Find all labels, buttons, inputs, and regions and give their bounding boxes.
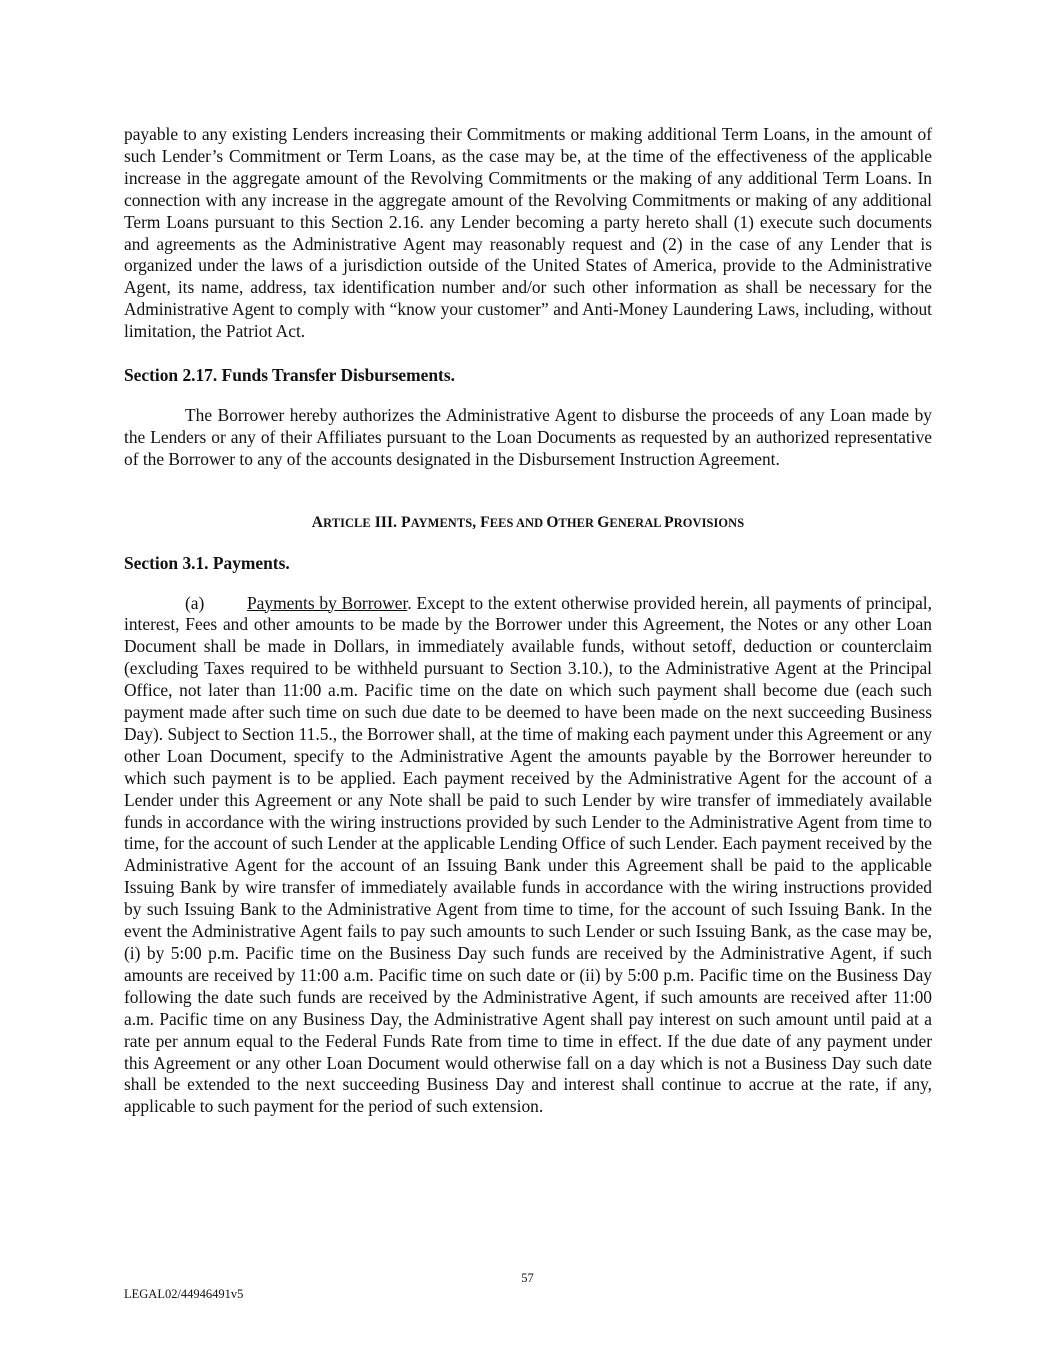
- intro-paragraph: payable to any existing Lenders increasing their Commitments or making additional Term Loans, in the amount of such Lender’s Commitment or Term Loans, as the case may be, at the time of the effectiveness of the applicable increase in the aggregate amount of the Revolving Commitments or the making of any additional Term Loans. In connection with any increase in the aggregate amount of the Revolving Commitments or making of any additional Term Loans pursuant to this Section 2.16. any Lender becoming a party hereto shall (1) execute such documents and agreements as the Administrative Agent may reasonably request and (2) in the case of any Lender that is organized under the laws of a jurisdiction outside of the United States of America, provide to the Administrative Agent, its name, address, tax identification number and/or such other information as shall be necessary for the Administrative Agent to comply with “know your customer” and Anti-Money Laundering Laws, including, without limitation, the Patriot Act.: [124, 124, 932, 342]
- item-text: . Except to the extent otherwise provided herein, all payments of principal, interest, Fees and other amounts to be made by the Borrower under this Agreement, the Notes or any other Loan Document shall be made in Dollars, in immediately available funds, without setoff, deduction or counterclaim (excluding Taxes required to be withheld pursuant to Section 3.10.), to the Administrative Agent at the Principal Office, not later than 11:00 a.m. Pacific time on the date on which such payment shall become due (each such payment made after such time on such due date to be deemed to have been made on the next succeeding Business Day). Subject to Section 11.5., the Borrower shall, at the time of making each payment under this Agreement or any other Loan Document, specify to the Administrative Agent the amounts payable by the Borrower hereunder to which such payment is to be applied. Each payment received by the Administrative Agent for the account of a Lender under this Agreement or any Note shall be paid to such Lender by wire transfer of immediately available funds in accordance with the wiring instructions provided by such Lender to the Administrative Agent from time to time, for the account of such Lender at the applicable Lending Office of such Lender. Each payment received by the Administrative Agent for the account of an Issuing Bank under this Agreement shall be paid to the applicable Issuing Bank by wire transfer of immediately available funds in accordance with the wiring instructions provided by such Issuing Bank to the Administrative Agent from time to time, for the account of such Issuing Bank. In the event the Administrative Agent fails to pay such amounts to such Lender or such Issuing Bank, as the case may be, (i) by 5:00 p.m. Pacific time on the Business Day such funds are received by the Administrative Agent, if such amounts are received by 11:00 a.m. Pacific time on such date or (ii) by 5:00 p.m. Pacific time on the Business Day following the date such funds are received by the Administrative Agent, if such amounts are received after 11:00 a.m. Pacific time on any Business Day, the Administrative Agent shall pay interest on such amount until paid at a rate per annum equal to the Federal Funds Rate from time to time in effect. If the due date of any payment under this Agreement or any other Loan Document would otherwise fall on a day which is not a Business Day such date shall be extended to the next succeeding Business Day and interest shall continue to accrue at the rate, if any, applicable to such payment for the period of such extension.: [124, 592, 932, 1117]
- page-number: 57: [521, 1271, 534, 1285]
- item-number: (a): [185, 592, 205, 613]
- section-2-17-paragraph: The Borrower hereby authorizes the Administrative Agent to disburse the proceeds of any Loan made by the Lenders or any of their Affiliates pursuant to the Loan Documents as requested by an authorized representative of the Borrower to any of the accounts designated in the Disbursement Instruction Agreement.: [124, 404, 932, 469]
- article-heading: ARTICLE III. PAYMENTS, FEES AND OTHER GENERAL PROVISIONS: [311, 513, 745, 531]
- section-3-1-heading: Section 3.1. Payments.: [124, 552, 290, 573]
- section-2-17-heading: Section 2.17. Funds Transfer Disbursements.: [124, 365, 455, 386]
- document-id: LEGAL02/44946491v5: [124, 1287, 244, 1301]
- section-3-1-paragraph: [124, 593, 932, 1119]
- document-page: [124, 124, 932, 1118]
- item-title: Payments by Borrower: [247, 592, 408, 613]
